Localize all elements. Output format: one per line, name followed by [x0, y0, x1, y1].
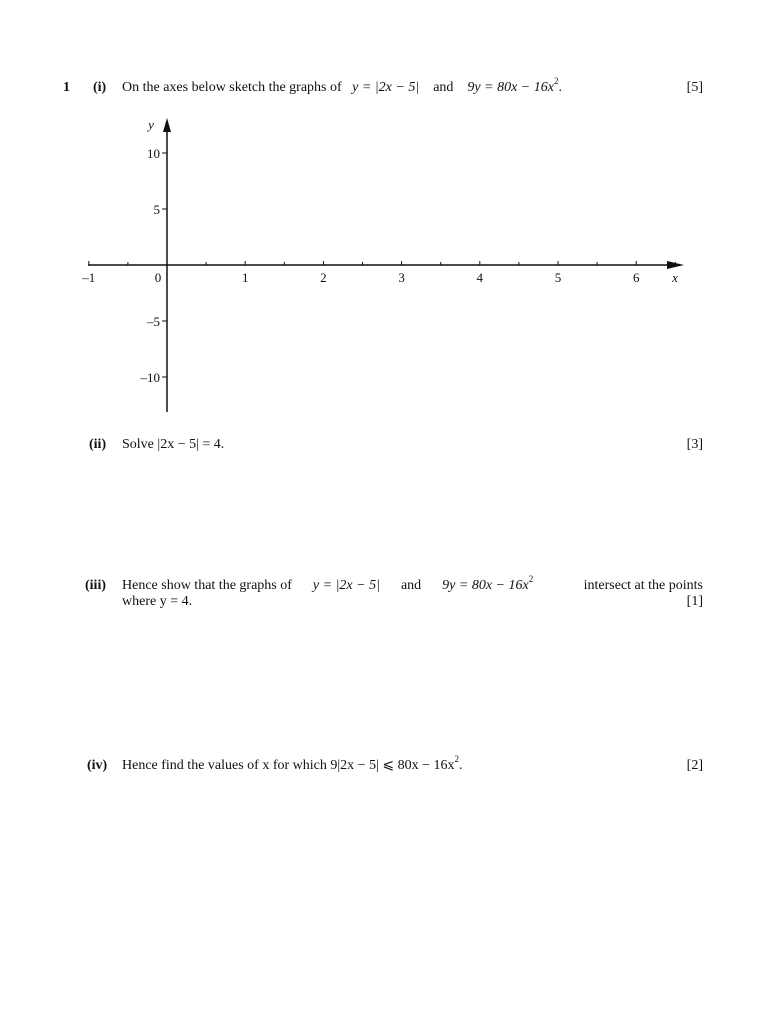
x-tick-label: 5 [554, 270, 562, 285]
x-tick-label: 1 [241, 270, 249, 285]
x-axis-label: x [672, 270, 678, 285]
y-tick-label: 5 [153, 202, 160, 217]
y-tick-label: –5 [147, 314, 160, 329]
part-i-label: (i) [93, 80, 107, 95]
part-iii-line1-end: intersect at the points [583, 578, 703, 593]
question-number: 1 [63, 80, 70, 95]
x-tick-label: 3 [398, 270, 405, 285]
part-iii-line1 [122, 574, 534, 594]
part-iv-end: . [459, 758, 463, 773]
part-iv-text: Hence find the values of x for which 9|2x − 5| ⩽ 80x − 16x [122, 758, 455, 773]
part-iv-power: 2 [454, 754, 459, 765]
part-ii-label: (ii) [89, 437, 107, 452]
part-iv-label: (iv) [87, 758, 108, 773]
part-iv-text-wrap [122, 754, 463, 774]
y-axis-label: y [148, 117, 154, 132]
part-iii-marks: [1] [686, 594, 703, 609]
x-tick-label: 0 [154, 270, 162, 285]
part-i-marks: [5] [686, 80, 703, 95]
part-i-and: and [433, 80, 454, 95]
y-tick-label: –10 [140, 370, 160, 385]
x-tick-label: 6 [632, 270, 640, 285]
part-iv-marks: [2] [686, 758, 703, 773]
part-i-prompt: On the axes below sketch the graphs of [122, 80, 342, 95]
part-i-eq2-end: . [558, 80, 562, 95]
part-iii-eq1: y = |2x − 5| [312, 578, 380, 593]
part-iii-prompt: Hence show that the graphs of [122, 578, 292, 593]
part-ii-text: Solve |2x − 5| = 4. [122, 437, 225, 452]
x-tick-label: 2 [320, 270, 327, 285]
part-iii-line2: where y = 4. [122, 594, 193, 609]
part-ii-marks: [3] [686, 437, 703, 452]
part-iii-eq2: 9y = 80x − 16x [442, 578, 529, 593]
y-axis-arrowhead [163, 118, 171, 132]
part-i-eq1: y = |2x − 5| [352, 80, 420, 95]
part-iii-eq2-power: 2 [528, 574, 534, 585]
part-iii-and: and [400, 578, 422, 593]
part-i-eq2: 9y = 80x − 16x [467, 80, 554, 95]
part-i-eq2-power: 2 [553, 76, 559, 87]
x-tick-label: 4 [476, 270, 484, 285]
x-tick-label: –1 [82, 270, 96, 285]
y-tick-label: 10 [147, 146, 160, 161]
part-iii-label: (iii) [85, 578, 106, 593]
